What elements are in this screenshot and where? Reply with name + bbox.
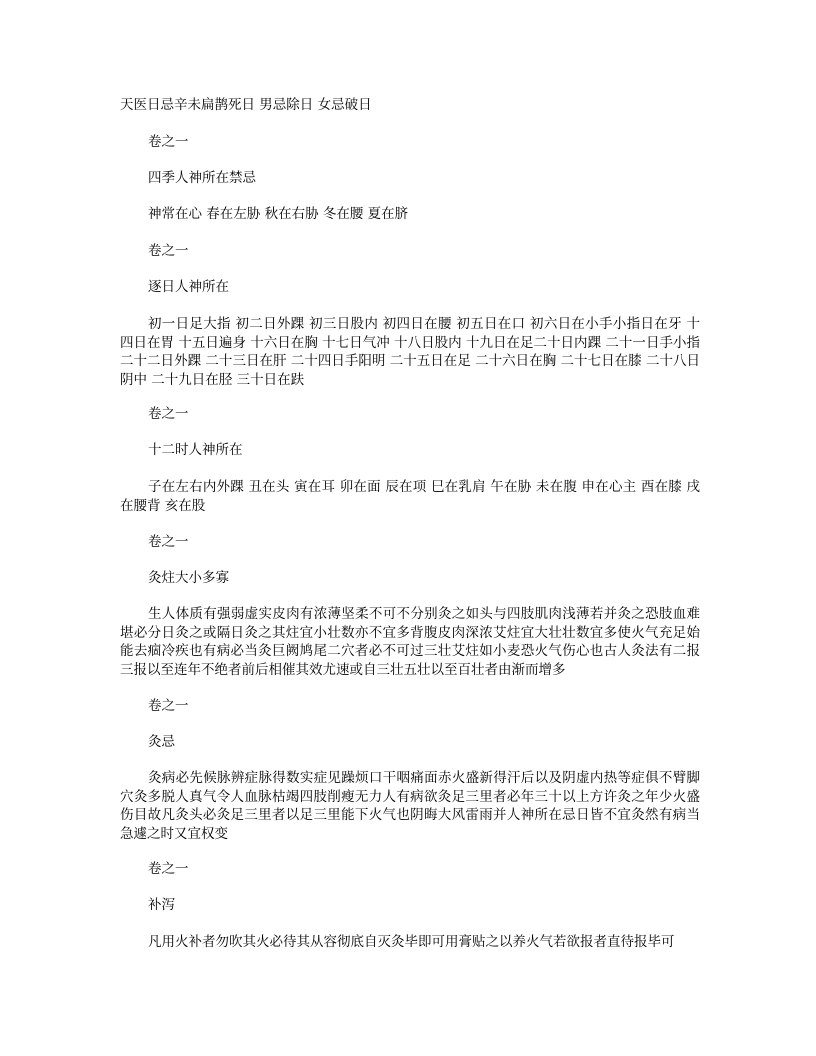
volume-label: 卷之一 (148, 534, 189, 550)
section-body: 初一日足大指 初二日外踝 初三日股内 初四日在腰 初五日在口 初六日在小手小指日在牙 十四日在胃 十五日遍身 十六日在胸 十七日气冲 十八日股内 十九日在足二十日内踝 二十一日手小指 二十二日外踝 二十三日在肝 二十四日手阳明 二十五日在足 二十六日在胸 二十七日在膝 二十八日阴中 二十九日在胫 三十日在趺 (120, 316, 700, 388)
volume-label: 卷之一 (148, 861, 189, 877)
volume-label: 卷之一 (148, 134, 189, 150)
section-body: 灸病必先候脉辨症脉得数实症见躁烦口干咽痛面赤火盛新得汗后以及阴虚内热等症俱不臂脚穴灸多脱人真气令人血脉枯竭四肢削瘦无力人有病欲灸足三里者必年三十以上方许灸之年少火盛伤目故凡灸头必灸足三里者以足三里能下火气也阴晦大风雷雨并人神所在忌日皆不宜灸然有病当急遽之时又宜权变 (120, 770, 700, 842)
section-title: 四季人神所在禁忌 (148, 170, 256, 186)
section-body: 子在左右内外踝 丑在头 寅在耳 卯在面 辰在项 巳在乳肩 午在胁 未在腹 申在心主 酉在膝 戌在腰背 亥在股 (120, 479, 700, 514)
header-line: 天医日忌辛未扁鹊死日 男忌除日 女忌破日 (120, 97, 372, 113)
section-title: 补泻 (148, 897, 175, 913)
section-body: 生人体质有强弱虚实皮肉有浓薄坚柔不可不分别灸之如头与四肢肌肉浅薄若并灸之恐肢血难堪必分日灸之或隔日灸之其炷宜小壮数亦不宜多背腹皮肉深浓艾炷宜大壮壮数宜多使火气充足始能去痼冷疾也有病必当灸巨阙鸠尾二穴者必不可过三壮艾炷如小麦恐火气伤心也古人灸法有二报三报以至连年不绝者前后相催其效尤速或自三壮五壮以至百壮者由渐而增多 (120, 606, 700, 678)
section-body: 凡用火补者勿吹其火必待其从容彻底自灭灸毕即可用膏贴之以养火气若欲报者直待报毕可 (148, 934, 675, 950)
volume-label: 卷之一 (148, 243, 189, 259)
volume-label: 卷之一 (148, 406, 189, 422)
section-body: 神常在心 春在左胁 秋在右胁 冬在腰 夏在脐 (148, 206, 409, 222)
volume-label: 卷之一 (148, 698, 189, 714)
section-title: 十二时人神所在 (148, 442, 243, 458)
section-title: 灸炷大小多寡 (148, 570, 229, 586)
section-title: 灸忌 (148, 734, 175, 750)
section-title: 逐日人神所在 (148, 279, 229, 295)
